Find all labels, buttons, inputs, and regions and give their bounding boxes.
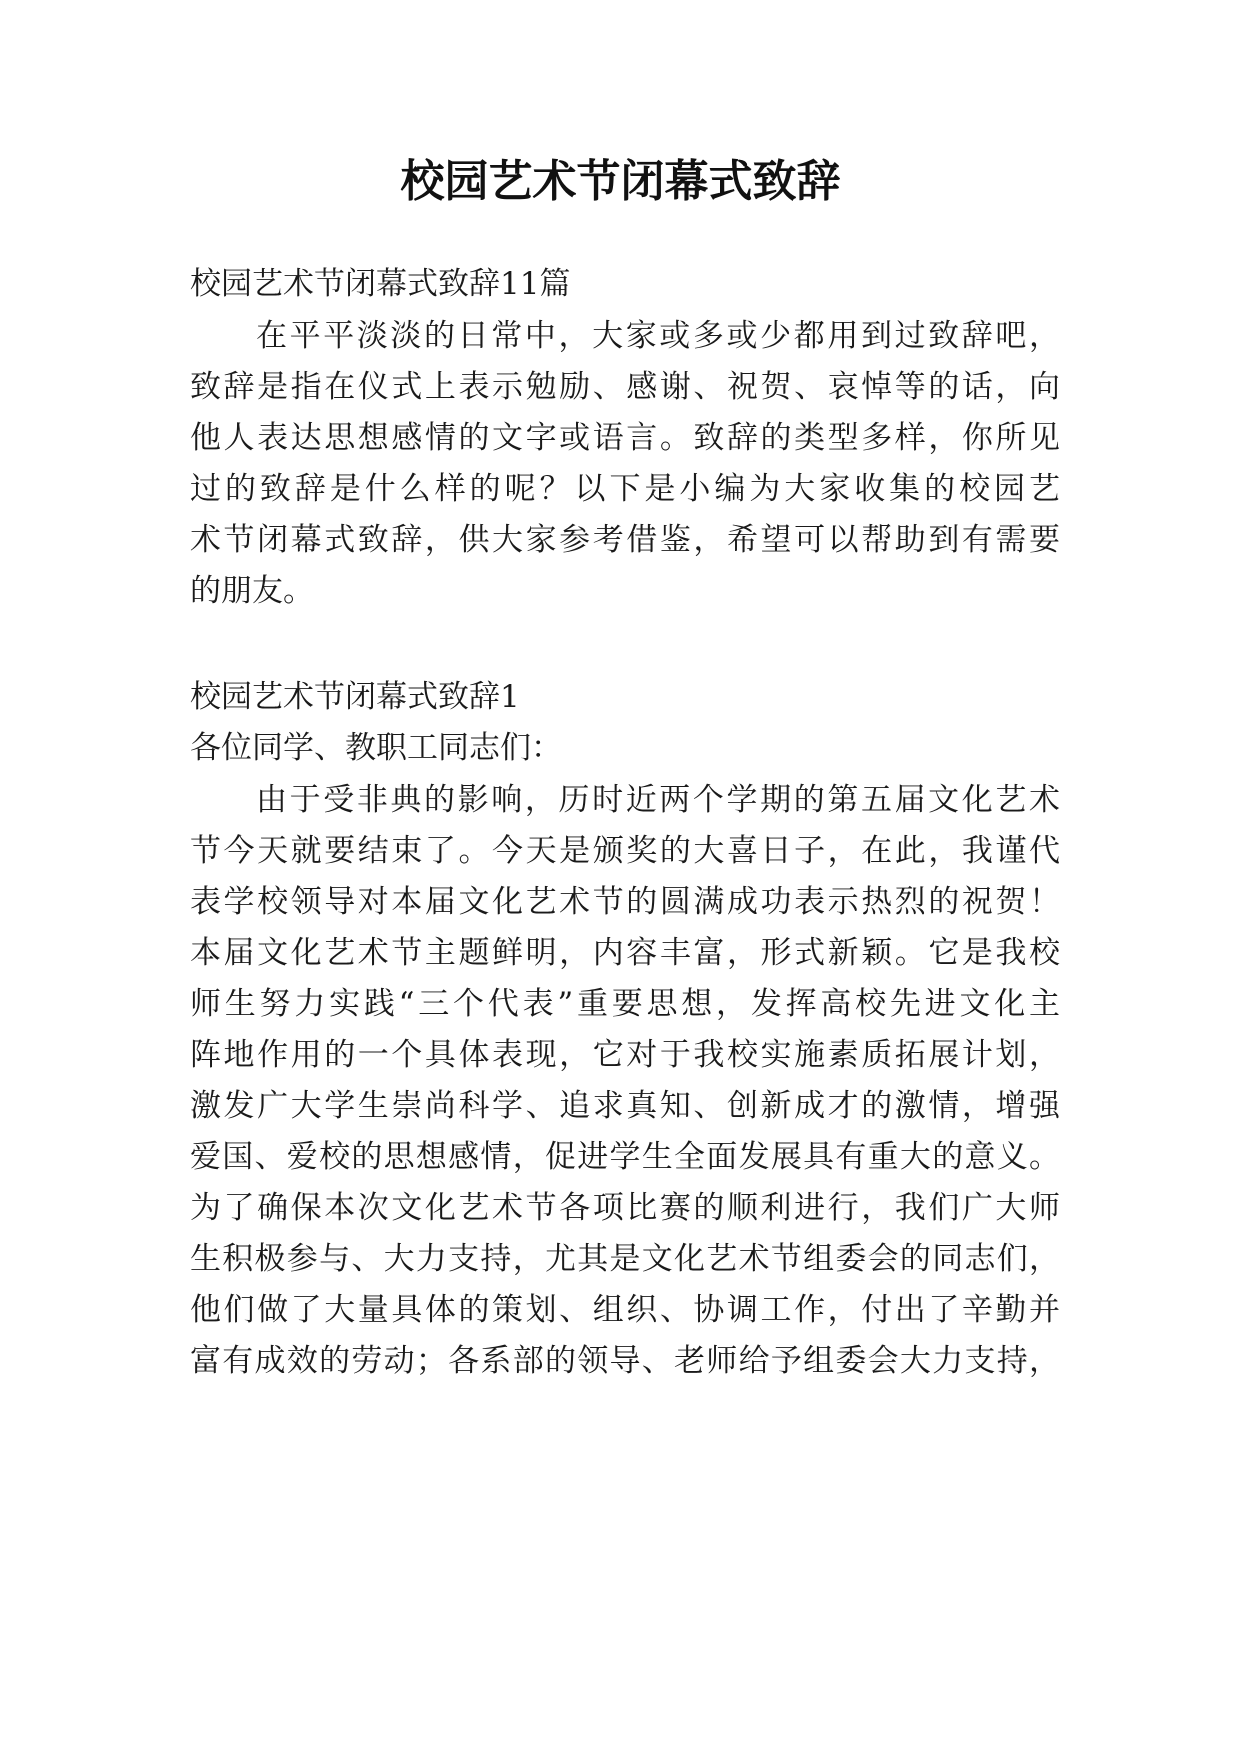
- intro-line: 过的致辞是什么样的呢？以下是小编为大家收集的校园艺: [190, 471, 1060, 507]
- document-title: 校园艺术节闭幕式致辞: [400, 156, 841, 207]
- intro-line: 他人表达思想感情的文字或语言。致辞的类型多样，你所见: [190, 420, 1060, 456]
- body-line: 节今天就要结束了。今天是颁奖的大喜日子，在此，我谨代: [190, 833, 1060, 869]
- body-line: 师生努力实践“三个代表”重要思想，发挥高校先进文化主: [190, 986, 1060, 1022]
- salutation: 各位同学、教职工同志们：: [190, 730, 562, 766]
- section-heading: 校园艺术节闭幕式致辞1: [190, 679, 520, 715]
- intro-line: 在平平淡淡的日常中，大家或多或少都用到过致辞吧，: [256, 318, 1060, 354]
- body-line: 本届文化艺术节主题鲜明，内容丰富，形式新颖。它是我校: [190, 935, 1060, 971]
- intro-line: 致辞是指在仪式上表示勉励、感谢、祝贺、哀悼等的话，向: [190, 369, 1060, 405]
- intro-line: 术节闭幕式致辞，供大家参考借鉴，希望可以帮助到有需要: [190, 522, 1060, 558]
- body-line: 富有成效的劳动；各系部的领导、老师给予组委会大力支持，: [190, 1343, 1060, 1379]
- body-line: 阵地作用的一个具体表现，它对于我校实施素质拓展计划，: [190, 1037, 1060, 1073]
- intro-line: 的朋友。: [190, 573, 314, 609]
- body-line: 激发广大学生崇尚科学、追求真知、创新成才的激情，增强: [190, 1088, 1060, 1124]
- body-line: 他们做了大量具体的策划、组织、协调工作，付出了辛勤并: [190, 1292, 1060, 1328]
- body-line: 表学校领导对本届文化艺术节的圆满成功表示热烈的祝贺！: [190, 884, 1060, 920]
- body-line: 生积极参与、大力支持，尤其是文化艺术节组委会的同志们，: [190, 1241, 1060, 1277]
- body-line: 爱国、爱校的思想感情，促进学生全面发展具有重大的意义。: [190, 1139, 1060, 1175]
- body-line: 由于受非典的影响，历时近两个学期的第五届文化艺术: [256, 782, 1060, 818]
- document-subtitle: 校园艺术节闭幕式致辞11篇: [190, 266, 571, 302]
- body-line: 为了确保本次文化艺术节各项比赛的顺利进行，我们广大师: [190, 1190, 1060, 1226]
